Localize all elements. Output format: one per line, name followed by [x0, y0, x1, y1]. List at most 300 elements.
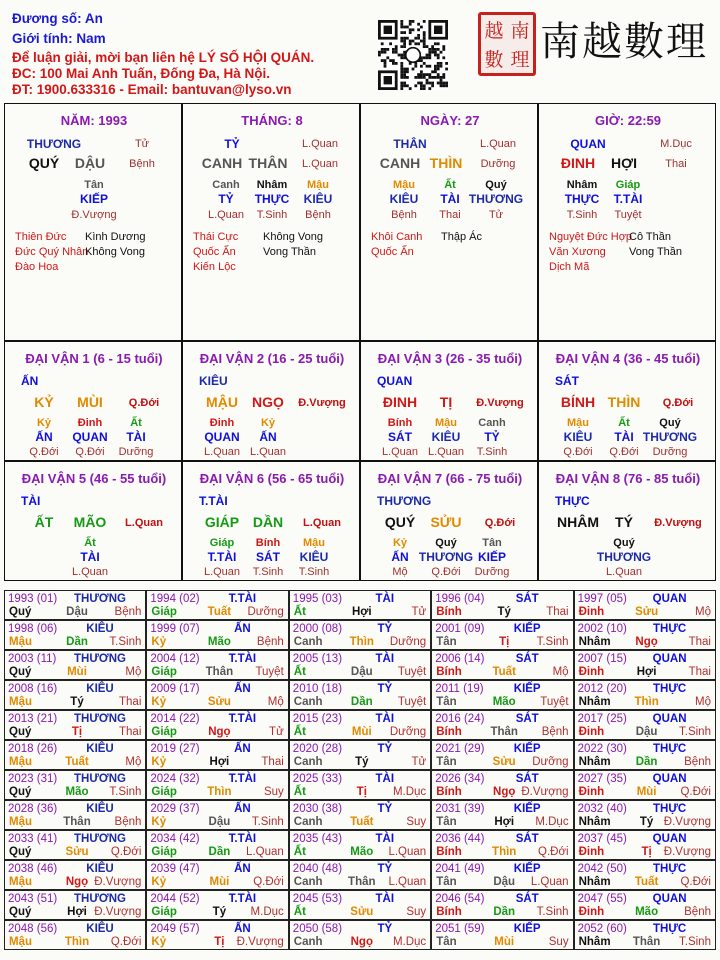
year-branch: Tị — [499, 636, 510, 648]
year-god: ẤN — [234, 863, 251, 875]
year-stem: Ất — [293, 906, 306, 918]
year-god: QUAN — [652, 833, 687, 845]
pillar-title: NĂM: 1993 — [60, 113, 128, 128]
year-stage: L.Quan — [388, 876, 427, 888]
year-stage: Tuyệt — [255, 666, 284, 678]
hidden-god: KIÊU — [563, 430, 593, 444]
year-god: QUAN — [652, 713, 687, 725]
year-branch: Sửu — [635, 606, 659, 618]
hidden-stem: Mậu — [435, 417, 457, 429]
year-stage: Tuyệt — [397, 696, 427, 708]
dai-van-stem: BÍNH — [560, 394, 596, 410]
year-god: THỰC — [653, 863, 687, 875]
year-label: 2041 (49) — [435, 863, 485, 875]
year-cell — [4, 860, 146, 890]
year-cell — [574, 860, 716, 890]
year-branch: Hợi — [494, 816, 515, 828]
hidden-stem: Mậu — [307, 179, 329, 191]
year-label: 2052 (60) — [577, 923, 627, 935]
pillar-branch-stage: Thai — [665, 158, 687, 170]
year-cell — [431, 920, 573, 950]
year-branch: Thìn — [64, 936, 90, 948]
year-stage: Tuyệt — [540, 696, 569, 708]
dai-van-box — [182, 341, 360, 461]
hidden-god: KIẾP — [79, 192, 109, 206]
dai-van-god: T.TÀI — [199, 494, 228, 508]
year-branch: Ngọ — [493, 786, 516, 798]
hidden-god: SÁT — [388, 430, 412, 444]
year-branch: Tuất — [65, 756, 89, 768]
year-cell — [431, 680, 573, 710]
year-cell — [431, 590, 573, 620]
dai-van-title: ĐẠI VẬN 5 (46 - 55 tuổi) — [21, 471, 167, 486]
year-stem: Nhâm — [578, 876, 611, 888]
year-label: 2011 (19) — [435, 683, 484, 695]
hidden-stage: L.Quan — [207, 209, 245, 221]
year-god: TÀI — [375, 713, 395, 725]
year-cell — [4, 890, 146, 920]
year-branch: Mùi — [67, 666, 87, 678]
hidden-stage: L.Quan — [203, 566, 241, 578]
year-branch: Hợi — [209, 756, 230, 768]
hidden-stem: Canh — [478, 417, 506, 429]
year-stage: T.Sinh — [679, 726, 711, 738]
red-seal — [478, 12, 536, 76]
year-cell — [289, 830, 431, 860]
year-cell — [146, 620, 288, 650]
hidden-stem: Ất — [618, 417, 630, 429]
year-god: ẤN — [234, 803, 251, 815]
dai-van-god: THƯƠNG — [377, 494, 432, 508]
dai-van-branch: SỬU — [430, 514, 462, 530]
year-stem: Ất — [293, 726, 306, 738]
year-stem: Đinh — [578, 666, 605, 678]
hidden-stem: Quý — [613, 537, 635, 549]
year-stage: M.Dục — [250, 906, 284, 918]
year-god: KIÊU — [86, 923, 114, 935]
year-stem: Bính — [436, 606, 462, 618]
hidden-god: KIÊU — [431, 430, 461, 444]
hidden-god: SÁT — [256, 550, 280, 564]
shensha-left: Đức Quý Nhân — [15, 246, 89, 258]
year-god: QUAN — [652, 893, 687, 905]
year-branch: Tuất — [207, 606, 232, 618]
year-stage: T.Sinh — [536, 636, 569, 648]
year-label: 2003 (11) — [8, 653, 57, 665]
seal-char: 數 — [484, 49, 504, 71]
year-stem: Ất — [293, 846, 306, 858]
year-god: TÀI — [375, 833, 395, 845]
hidden-stem: Tân — [482, 537, 502, 549]
year-label: 2023 (31) — [8, 773, 58, 785]
year-stage: Thai — [688, 636, 711, 648]
year-cell — [146, 890, 288, 920]
year-stem: Quý — [9, 606, 32, 618]
year-label: 1994 (02) — [150, 593, 200, 605]
year-stem: Đinh — [578, 906, 605, 918]
dai-van-god: THỰC — [555, 494, 590, 508]
year-label: 2014 (22) — [150, 713, 200, 725]
hidden-stage: Bệnh — [305, 209, 331, 221]
hidden-stem: Mậu — [393, 179, 415, 191]
year-label: 1997 (05) — [577, 593, 627, 605]
year-label: 2006 (14) — [435, 653, 485, 665]
dai-van-title: ĐẠI VẬN 8 (76 - 85 tuổi) — [555, 471, 701, 486]
year-branch: Thân — [490, 726, 518, 738]
qr-code-icon[interactable] — [378, 20, 448, 90]
year-god: SÁT — [515, 713, 539, 725]
year-stage: Mộ — [695, 696, 711, 708]
hidden-stem: Ất — [444, 179, 456, 191]
pillar-branch-stage: Bệnh — [129, 158, 155, 170]
hidden-god: KIẾP — [477, 550, 507, 564]
year-stem: Canh — [293, 816, 323, 828]
year-branch: Sửu — [65, 846, 89, 858]
hidden-god: QUAN — [204, 430, 240, 444]
year-stem: Quý — [9, 846, 32, 858]
year-cell — [574, 710, 716, 740]
year-branch: Hợi — [636, 666, 657, 678]
hidden-stem: Ất — [130, 417, 142, 429]
dai-van-title: ĐẠI VẬN 1 (6 - 15 tuổi) — [25, 351, 163, 366]
dai-van-box — [4, 341, 182, 461]
year-stem: Mậu — [9, 816, 32, 828]
year-stage: L.Quan — [388, 846, 427, 858]
year-branch: Sửu — [207, 696, 231, 708]
year-branch: Dậu — [350, 666, 373, 678]
year-cell — [4, 830, 146, 860]
year-cell — [574, 680, 716, 710]
year-god: THỰC — [653, 683, 687, 695]
year-label: 2025 (33) — [292, 773, 343, 785]
year-stage: L.Quan — [246, 846, 284, 858]
pillar-branch: THÂN — [248, 155, 288, 171]
pillar-stem: CANH — [201, 155, 243, 171]
hidden-stem: Bính — [255, 537, 281, 549]
hidden-stem: Quý — [659, 417, 681, 429]
hidden-god: KIÊU — [299, 550, 329, 564]
year-god: THƯƠNG — [74, 833, 126, 845]
hidden-stem: Kỷ — [260, 417, 276, 429]
year-label: 2015 (23) — [292, 713, 343, 725]
year-label: 1993 (01) — [8, 593, 58, 605]
year-label: 2035 (43) — [292, 833, 343, 845]
year-stage: Dưỡng — [532, 756, 569, 768]
phone-line: ĐT: 1900.633316 - Email: bantuvan@lyso.vn — [12, 82, 292, 97]
year-cell — [431, 620, 573, 650]
hidden-god: TỶ — [484, 430, 500, 444]
year-god: THƯƠNG — [74, 773, 126, 785]
year-stem: Ất — [293, 786, 306, 798]
dai-van-stage: Q.Đới — [484, 517, 516, 529]
hidden-god: T.TÀI — [207, 550, 237, 564]
year-cell — [289, 680, 431, 710]
year-cell — [289, 770, 431, 800]
year-cell — [289, 890, 431, 920]
year-label: 2046 (54) — [435, 893, 485, 905]
hidden-god: TÀI — [440, 192, 460, 206]
pillar-stem: ĐINH — [560, 155, 596, 171]
year-label: 2039 (47) — [150, 863, 200, 875]
dai-van-stem: QUÝ — [384, 514, 416, 530]
dai-van-box — [360, 341, 538, 461]
year-label: 2005 (13) — [292, 653, 343, 665]
pillar-stem-god: QUAN — [570, 137, 606, 151]
shensha-left: Đào Hoa — [15, 261, 59, 273]
hidden-stage: Đ.Vượng — [71, 209, 117, 221]
dai-van-god: TÀI — [21, 494, 41, 508]
year-stem: Mậu — [9, 756, 32, 768]
year-stem: Kỷ — [151, 756, 167, 768]
year-stage: Q.Đới — [110, 936, 142, 948]
dai-van-branch: THÌN — [607, 394, 641, 410]
year-stage: Q.Đới — [538, 846, 569, 858]
year-label: 2024 (32) — [150, 773, 200, 785]
year-god: KIẾP — [513, 743, 541, 755]
hidden-stage: Q.Đới — [609, 446, 639, 458]
hidden-stem: Mậu — [567, 417, 589, 429]
hidden-stage: L.Quan — [203, 446, 241, 458]
hidden-stage: T.Sinh — [256, 209, 288, 221]
shensha-left: Dịch Mã — [549, 261, 590, 273]
year-cell — [146, 740, 288, 770]
year-label: 2029 (37) — [150, 803, 200, 815]
year-branch: Tý — [497, 606, 511, 618]
year-label: 2037 (45) — [577, 833, 627, 845]
year-label: 2016 (24) — [435, 713, 485, 725]
year-stage: Dưỡng — [389, 636, 427, 648]
year-cell — [146, 710, 288, 740]
year-stage: Bệnh — [684, 756, 711, 768]
year-label: 2008 (16) — [8, 683, 58, 695]
hidden-god: TỶ — [218, 192, 234, 206]
year-stem: Tân — [436, 696, 457, 708]
year-stem: Ất — [293, 606, 306, 618]
pillar-stem: QUÝ — [28, 155, 60, 171]
year-label: 2012 (20) — [577, 683, 627, 695]
year-stem: Bính — [436, 666, 462, 678]
year-label: 2036 (44) — [435, 833, 485, 845]
year-stage: Q.Đới — [680, 786, 711, 798]
year-stem: Giáp — [151, 786, 177, 798]
year-stem: Kỷ — [151, 936, 167, 948]
dai-van-stage: Đ.Vượng — [476, 397, 524, 409]
shensha-right: Không Vong — [85, 246, 145, 258]
year-stage: Tử — [411, 756, 427, 768]
shensha-right: Không Vong — [263, 231, 323, 243]
year-label: 2027 (35) — [577, 773, 627, 785]
year-cell — [146, 920, 288, 950]
year-stage: Q.Đới — [253, 876, 284, 888]
year-cell — [4, 710, 146, 740]
year-stage: Tử — [411, 606, 427, 618]
dai-van-title: ĐẠI VẬN 3 (26 - 35 tuổi) — [377, 351, 523, 366]
year-label: 2043 (51) — [8, 893, 58, 905]
hidden-stage: Dưỡng — [474, 566, 510, 578]
year-cell — [146, 830, 288, 860]
year-stem: Giáp — [151, 666, 177, 678]
year-god: QUAN — [652, 773, 687, 785]
pillar-title: NGÀY: 27 — [420, 113, 480, 128]
hidden-stem: Đinh — [209, 417, 235, 429]
year-label: 2004 (12) — [150, 653, 200, 665]
year-stage: Suy — [406, 816, 427, 828]
year-god: TÀI — [375, 893, 395, 905]
year-branch: Tý — [639, 816, 654, 828]
year-god: T.TÀI — [228, 653, 257, 665]
year-cell — [289, 590, 431, 620]
hidden-stage: T.Sinh — [476, 446, 508, 458]
year-stage: Thai — [119, 726, 142, 738]
hidden-stage: Dưỡng — [652, 446, 688, 458]
year-god: THƯƠNG — [74, 713, 126, 725]
shensha-left: Kiến Lộc — [193, 261, 236, 273]
pillar-stem-god: THƯƠNG — [26, 137, 82, 151]
year-cell — [574, 650, 716, 680]
year-branch: Sửu — [350, 906, 374, 918]
year-branch: Dần — [208, 846, 231, 858]
year-stage: Mộ — [125, 756, 142, 768]
year-stem: Bính — [436, 786, 462, 798]
year-stage: Đ.Vượng — [94, 876, 142, 888]
hidden-stage: Bệnh — [391, 209, 417, 221]
year-god: KIÊU — [86, 683, 114, 695]
year-cell — [146, 860, 288, 890]
year-stem: Nhâm — [578, 696, 611, 708]
year-label: 2044 (52) — [150, 893, 200, 905]
shensha-left: Khôi Canh — [371, 231, 423, 243]
pillar-box — [4, 103, 182, 341]
year-label: 2033 (41) — [8, 833, 58, 845]
year-branch: Thìn — [634, 696, 659, 708]
year-cell — [4, 590, 146, 620]
year-label: 2048 (56) — [8, 923, 58, 935]
year-label: 2032 (40) — [577, 803, 627, 815]
year-branch: Mùi — [209, 876, 230, 888]
year-branch: Mão — [350, 846, 374, 858]
duong-so: Đương số: An — [12, 11, 103, 26]
year-label: 2010 (18) — [292, 683, 343, 695]
hidden-stage: L.Quan — [381, 446, 419, 458]
pillar-stage-top: Tử — [134, 138, 150, 150]
year-cell — [574, 590, 716, 620]
year-god: TỶ — [377, 623, 393, 635]
shensha-left: Văn Xương — [549, 246, 606, 258]
hidden-stem: Kỷ — [36, 417, 52, 429]
year-god: TỶ — [377, 743, 393, 755]
year-stem: Giáp — [151, 846, 177, 858]
year-stage: L.Quan — [530, 876, 569, 888]
year-cell — [146, 770, 288, 800]
hidden-stage: Tử — [488, 209, 504, 221]
dai-van-god: ẤN — [21, 374, 39, 388]
year-stem: Kỷ — [151, 816, 167, 828]
year-cell — [574, 890, 716, 920]
hidden-god: THỰC — [254, 192, 290, 206]
year-branch: Dậu — [66, 606, 88, 618]
dai-van-stage: Đ.Vượng — [654, 517, 702, 529]
year-stage: Suy — [406, 906, 427, 918]
shensha-left: Quốc Ấn — [371, 246, 414, 258]
year-branch: Tị — [641, 846, 652, 858]
year-stem: Tân — [436, 876, 457, 888]
pillar-branch-stage: L.Quan — [301, 158, 339, 170]
hidden-stem: Giáp — [615, 179, 641, 191]
year-label: 2019 (27) — [150, 743, 200, 755]
pillar-box — [360, 103, 538, 341]
year-god: THỰC — [653, 803, 687, 815]
dai-van-title: ĐẠI VẬN 7 (66 - 75 tuổi) — [377, 471, 523, 486]
year-cell — [431, 740, 573, 770]
year-label: 2021 (29) — [435, 743, 485, 755]
year-cell — [431, 710, 573, 740]
year-god: T.TÀI — [228, 833, 257, 845]
year-stage: Bệnh — [684, 906, 711, 918]
year-cell — [574, 770, 716, 800]
hidden-god: ẤN — [35, 430, 53, 444]
year-god: TÀI — [375, 773, 395, 785]
dai-van-stem: KỶ — [34, 394, 54, 410]
hidden-stem: Kỷ — [392, 537, 408, 549]
year-branch: Dậu — [635, 726, 658, 738]
year-stem: Giáp — [151, 906, 177, 918]
year-stage: T.Sinh — [109, 786, 142, 798]
year-god: THỰC — [653, 923, 687, 935]
year-label: 2017 (25) — [577, 713, 627, 725]
hidden-god: THƯƠNG — [418, 550, 474, 564]
dai-van-stage: Q.Đới — [662, 397, 694, 409]
year-branch: Mão — [207, 636, 231, 648]
year-label: 2022 (30) — [577, 743, 627, 755]
shensha-right: Cô Thần — [629, 231, 671, 243]
year-branch: Mùi — [494, 936, 515, 948]
year-cell — [4, 920, 146, 950]
pillar-title: GIỜ: 22:59 — [594, 113, 662, 128]
hidden-stem: Nhâm — [566, 179, 598, 191]
year-god: TỶ — [377, 923, 393, 935]
hidden-stage: Dưỡng — [118, 446, 154, 458]
hidden-god: TÀI — [80, 550, 100, 564]
year-god: SÁT — [515, 893, 539, 905]
year-label: 2001 (09) — [435, 623, 485, 635]
hidden-god: QUAN — [72, 430, 108, 444]
year-stem: Quý — [9, 906, 32, 918]
year-label: 2007 (15) — [577, 653, 627, 665]
year-stem: Kỷ — [151, 876, 167, 888]
year-stage: Suy — [263, 786, 284, 798]
year-stem: Ất — [293, 666, 306, 678]
contact-line: Để luận giải, mời bạn liên hệ LÝ SỐ HỘI QUÁN. — [12, 50, 315, 65]
year-label: 2020 (28) — [292, 743, 343, 755]
year-god: KIẾP — [513, 683, 541, 695]
year-stage: Tử — [269, 726, 284, 738]
year-cell — [146, 650, 288, 680]
year-stage: M.Dục — [392, 936, 427, 948]
year-cell — [4, 800, 146, 830]
hidden-stem: Đinh — [77, 417, 103, 429]
year-cell — [4, 650, 146, 680]
year-cell — [4, 680, 146, 710]
year-label: 2013 (21) — [8, 713, 58, 725]
year-label: 2009 (17) — [150, 683, 200, 695]
hidden-stage: T.Sinh — [566, 209, 598, 221]
year-branch: Sửu — [492, 756, 516, 768]
year-branch: Tuất — [492, 666, 516, 678]
shensha-left: Thiên Đức — [15, 231, 67, 243]
year-god: SÁT — [515, 833, 539, 845]
year-stem: Giáp — [151, 726, 177, 738]
year-god: THỰC — [653, 743, 687, 755]
